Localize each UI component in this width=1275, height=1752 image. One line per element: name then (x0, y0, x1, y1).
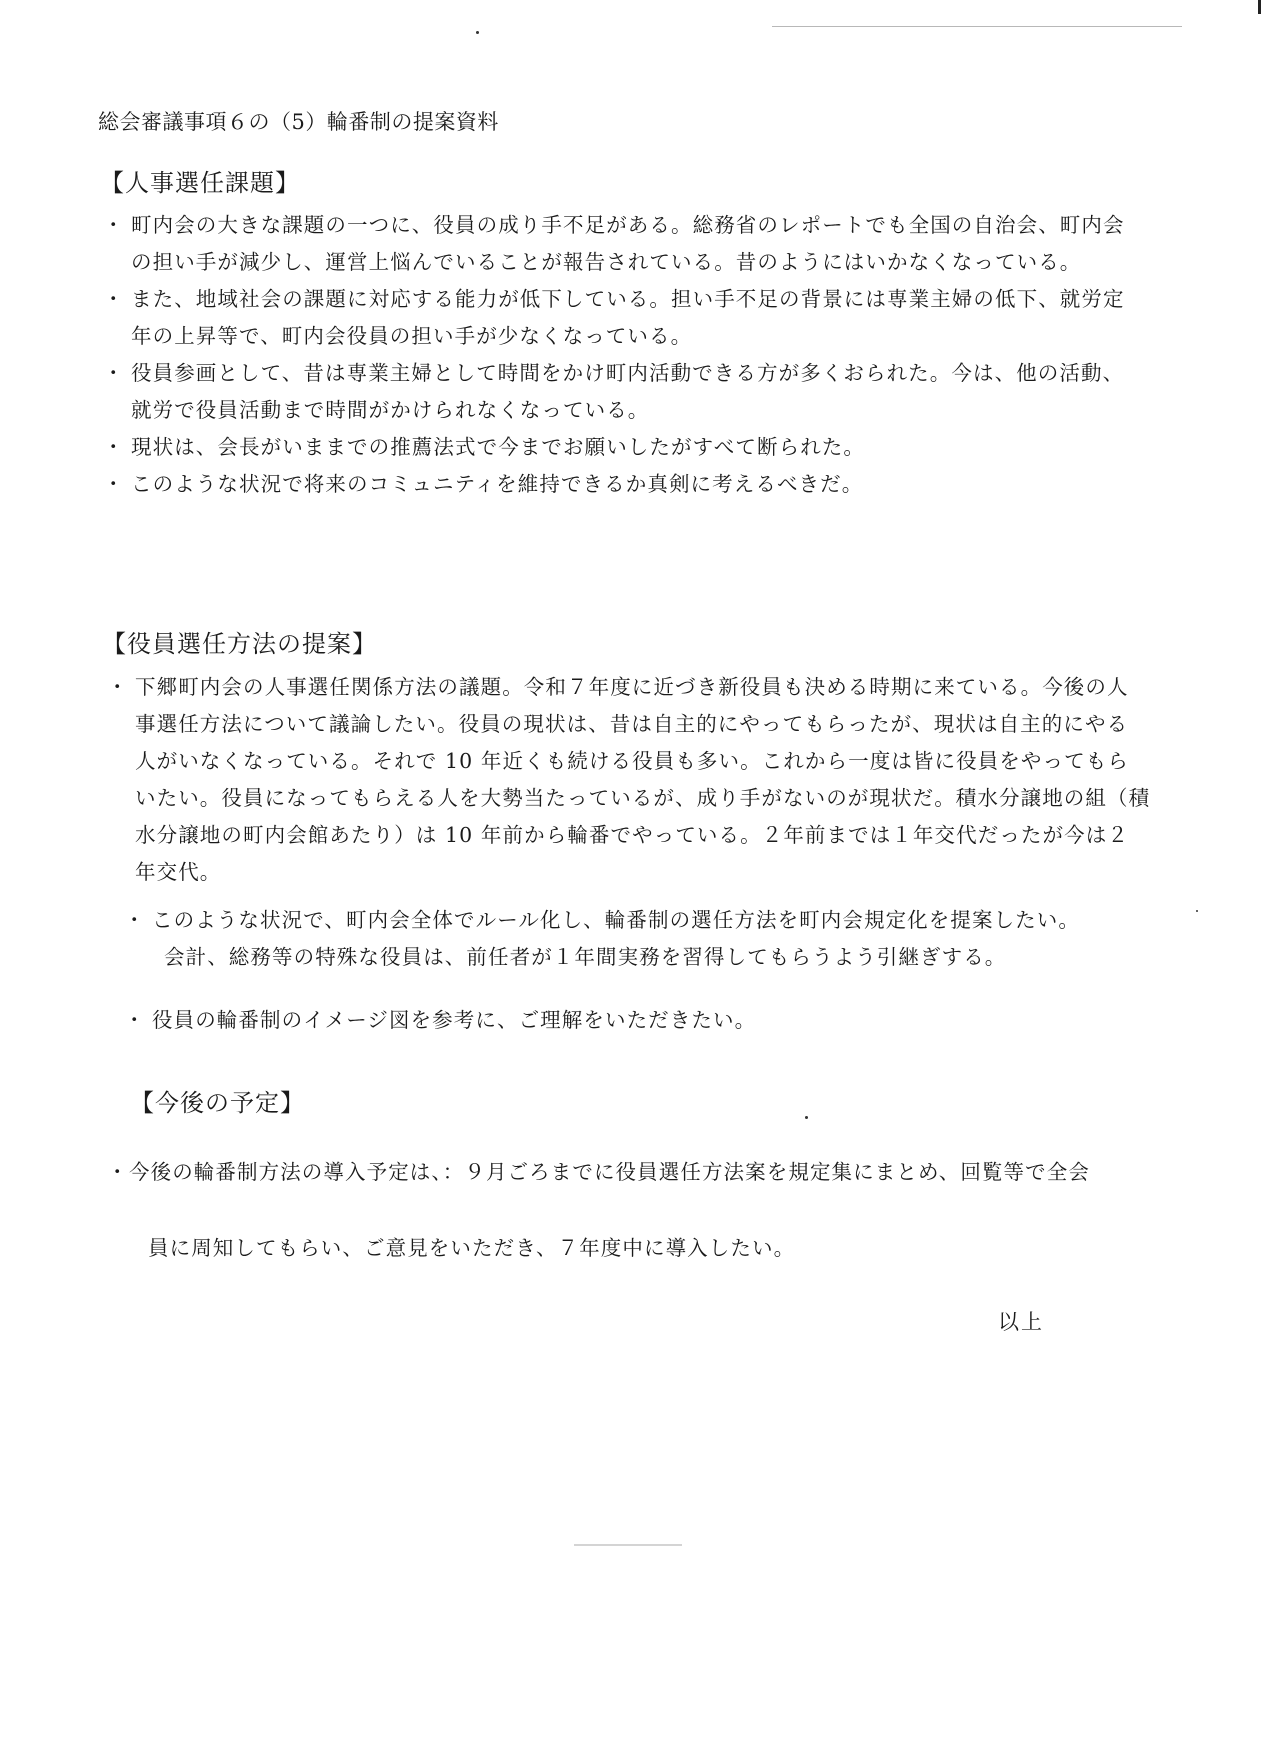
section3-item-continuation (148, 1230, 795, 1267)
bullet-mark: ・ (103, 287, 125, 311)
section-title-personnel-issues: 【人事選任課題】 (100, 169, 300, 197)
bullet-mark: ・ (124, 908, 146, 932)
bullet-mark: ・ (103, 361, 125, 385)
scan-speck (476, 31, 479, 34)
bullet-mark: ・ (103, 213, 125, 237)
scan-speck (805, 1116, 808, 1119)
list-item-line: ・ 役員の輪番制のイメージ図を参考に、ご理解をいただきたい。 (124, 1002, 756, 1039)
list-item-line: 年交代。 (135, 860, 222, 884)
document-header: 総会審議事項６の（5）輪番制の提案資料 (98, 110, 499, 134)
bullet-mark: ・ (107, 1160, 129, 1184)
list-item-line: ・ 現状は、会長がいままでの推薦法式で今までお願いしたがすべて断られた。 (103, 429, 1125, 466)
list-item-line: ・ このような状況で、町内会全体でルール化し、輪番制の選任方法を町内会規定化を提案したい。 (124, 902, 1080, 939)
section2-item2 (124, 902, 1080, 976)
section3-item (107, 1154, 1090, 1191)
section-title-officer-selection-proposal: 【役員選任方法の提案】 (102, 630, 377, 658)
scan-speck (1196, 910, 1198, 912)
list-item-line: いたい。役員になってもらえる人を大勢当たっているが、成り手がないのが現状だ。積水分譲地の組（積 (135, 786, 1151, 810)
list-item-line: 事選任方法について議論したい。役員の現状は、昔は自主的にやってもらったが、現状は自主的にやる (135, 712, 1129, 736)
list-item-line: ・ また、地域社会の課題に対応する能力が低下している。担い手不足の背景には専業主婦の低下、就労定 (103, 281, 1125, 318)
scan-artifact-line (574, 1544, 682, 1546)
list-item-line: 人がいなくなっている。それで 10 年近くも続ける役員も多い。これから一度は皆に役員をやってもら (135, 749, 1129, 773)
list-item-line: 員に周知してもらい、ご意見をいただき、７年度中に導入したい。 (148, 1236, 796, 1260)
scan-artifact-line (772, 26, 1182, 27)
section-title-future-schedule: 【今後の予定】 (130, 1089, 305, 1117)
bullet-mark: ・ (103, 435, 125, 459)
list-item-line: の担い手が減少し、運営上悩んでいることが報告されている。昔のようにはいかなくなっている。 (131, 250, 1082, 274)
section2-item1 (107, 669, 1150, 891)
bullet-mark: ・ (103, 472, 125, 496)
list-item-line: 就労で役員活動まで時間がかけられなくなっている。 (131, 398, 650, 422)
scan-artifact-edge (1258, 0, 1261, 14)
list-item-line: 年の上昇等で、町内会役員の担い手が少なくなっている。 (131, 324, 693, 348)
section2-item3 (124, 1002, 756, 1039)
bullet-mark: ・ (107, 675, 129, 699)
closing-mark: 以上 (998, 1310, 1044, 1334)
section1-list (103, 207, 1125, 503)
list-item-line: ・ このような状況で将来のコミュニティを維持できるか真剣に考えるべきだ。 (103, 466, 1125, 503)
list-item-line: 水分譲地の町内会館あたり）は 10 年前から輪番でやっている。２年前までは１年交代だったが今は２ (135, 823, 1129, 847)
list-item-line: 会計、総務等の特殊な役員は、前任者が１年間実務を習得してもらうよう引継ぎする。 (164, 945, 1007, 969)
bullet-mark: ・ (124, 1008, 146, 1032)
list-item-line: ・ 下郷町内会の人事選任関係方法の議題。令和７年度に近づき新役員も決める時期に来ている。今後の人 (107, 669, 1150, 706)
list-item-line: ・今後の輪番制方法の導入予定は、：９月ごろまでに役員選任方法案を規定集にまとめ、回覧等で全会 (107, 1154, 1090, 1191)
list-item-line: ・ 役員参画として、昔は専業主婦として時間をかけ町内活動できる方が多くおられた。今は、他の活動、 (103, 355, 1125, 392)
list-item-line: ・ 町内会の大きな課題の一つに、役員の成り手不足がある。総務省のレポートでも全国の自治会、町内会 (103, 207, 1125, 244)
